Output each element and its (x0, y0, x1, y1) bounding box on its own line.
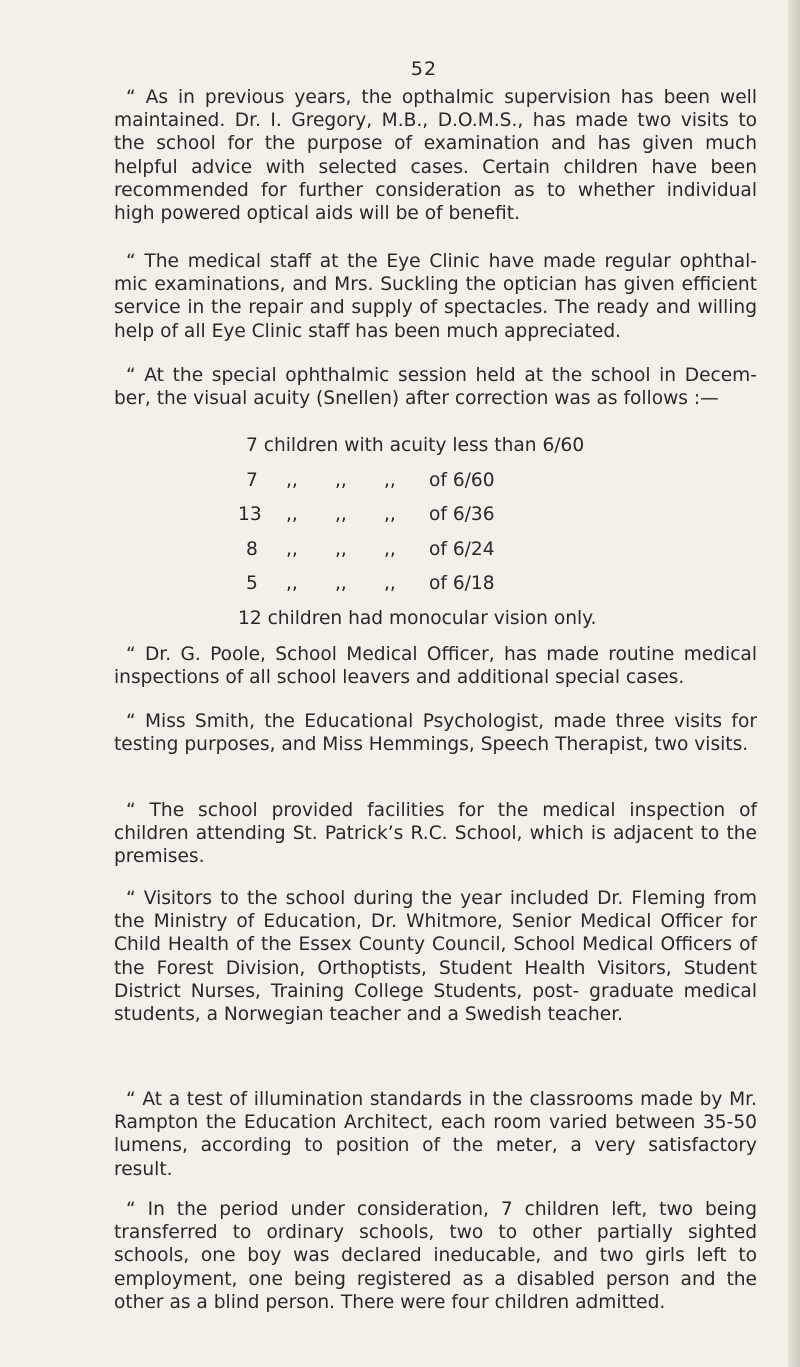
ditto-mark: ,, (335, 469, 347, 491)
ditto-mark: ,, (335, 504, 347, 526)
acuity-value: of 6/18 (429, 573, 495, 595)
ditto-mark: ,, (384, 469, 396, 491)
page-edge-shadow (788, 0, 800, 1367)
paragraph-st-patricks: “ The school provided facilities for the medical inspection of children attending St. Patrick’s R.C. School, which is adjacent to the premises. (114, 800, 757, 868)
paragraph-visitors: “ Visitors to the school during the year included Dr. Fleming from the Ministry of Education, Dr. Whitmore, Senior Medical Officer for Child Health of the Essex County Council, School Medical Officers of the Forest Division, Orthoptists, Student Health Visitors, Student District Nurses, Training College Students, post- graduate medical students, a Norwegian teacher and a Swedish teacher. (114, 888, 757, 1026)
ditto-mark: ,, (286, 573, 298, 595)
ditto-mark: ,, (335, 573, 347, 595)
acuity-value: of 6/36 (429, 504, 495, 526)
ditto-mark: ,, (384, 573, 396, 595)
acuity-value: of 6/60 (429, 469, 495, 491)
page-number: 52 (410, 58, 438, 80)
acuity-row-first-text: 7 children with acuity less than 6/60 (246, 435, 585, 456)
paragraph-ophthalmic-supervision: “ As in previous years, the opthalmic supervision has been well maintained. Dr. I. Gregory, M.B., D.O.M.S., has made two visits to the school for the purpose of examination and has given much helpful advice with selected cases. Certain children have been recommended for further consideration as to whether individual high powered optical aids will be of benefit. (114, 87, 757, 225)
acuity-row-last-text: 12 children had monocular vision only. (238, 607, 597, 629)
paragraph-psychologist: “ Miss Smith, the Educational Psychologist, made three visits for testing purposes, and Miss Hemmings, Speech Therapist, two visits. (114, 711, 757, 756)
acuity-value: of 6/24 (429, 538, 495, 560)
paragraph-illumination: “ At a test of illumination standards in the classrooms made by Mr. Rampton the Education Architect, each room varied between 35-50 lumens, according to position of the meter, a very satisfactory result. (114, 1089, 757, 1180)
acuity-count: 13 (238, 504, 262, 526)
acuity-count: 7 (246, 469, 258, 491)
paragraph-eye-clinic-staff: “ The medical staff at the Eye Clinic have made regular ophthal- mic examinations, and Mrs. Suckling the optician has given efficient service in the repair and supply of spectacles. The ready and willing help of all Eye Clinic staff has been much appreciated. (114, 251, 757, 342)
ditto-mark: ,, (286, 469, 298, 491)
ditto-mark: ,, (286, 504, 298, 526)
ditto-mark: ,, (384, 538, 396, 560)
ditto-mark: ,, (384, 504, 396, 526)
ditto-mark: ,, (286, 538, 298, 560)
paragraph-children-left: “ In the period under consideration, 7 children left, two being transferred to ordinary schools, two to other partially sighted schools, one boy was declared ineducable, and two girls left to employment, one being registered as a disabled person and the other as a blind person. There were four children admitted. (114, 1199, 757, 1313)
paragraph-acuity-intro: “ At the special ophthalmic session held at the school in Decem- ber, the visual acuity (Snellen) after correction was as follows :— (114, 365, 757, 410)
acuity-count: 8 (246, 538, 258, 560)
ditto-mark: ,, (335, 538, 347, 560)
paragraph-school-medical-officer: “ Dr. G. Poole, School Medical Officer, has made routine medical inspections of all school leavers and additional special cases. (114, 644, 757, 689)
acuity-count: 5 (246, 573, 258, 595)
